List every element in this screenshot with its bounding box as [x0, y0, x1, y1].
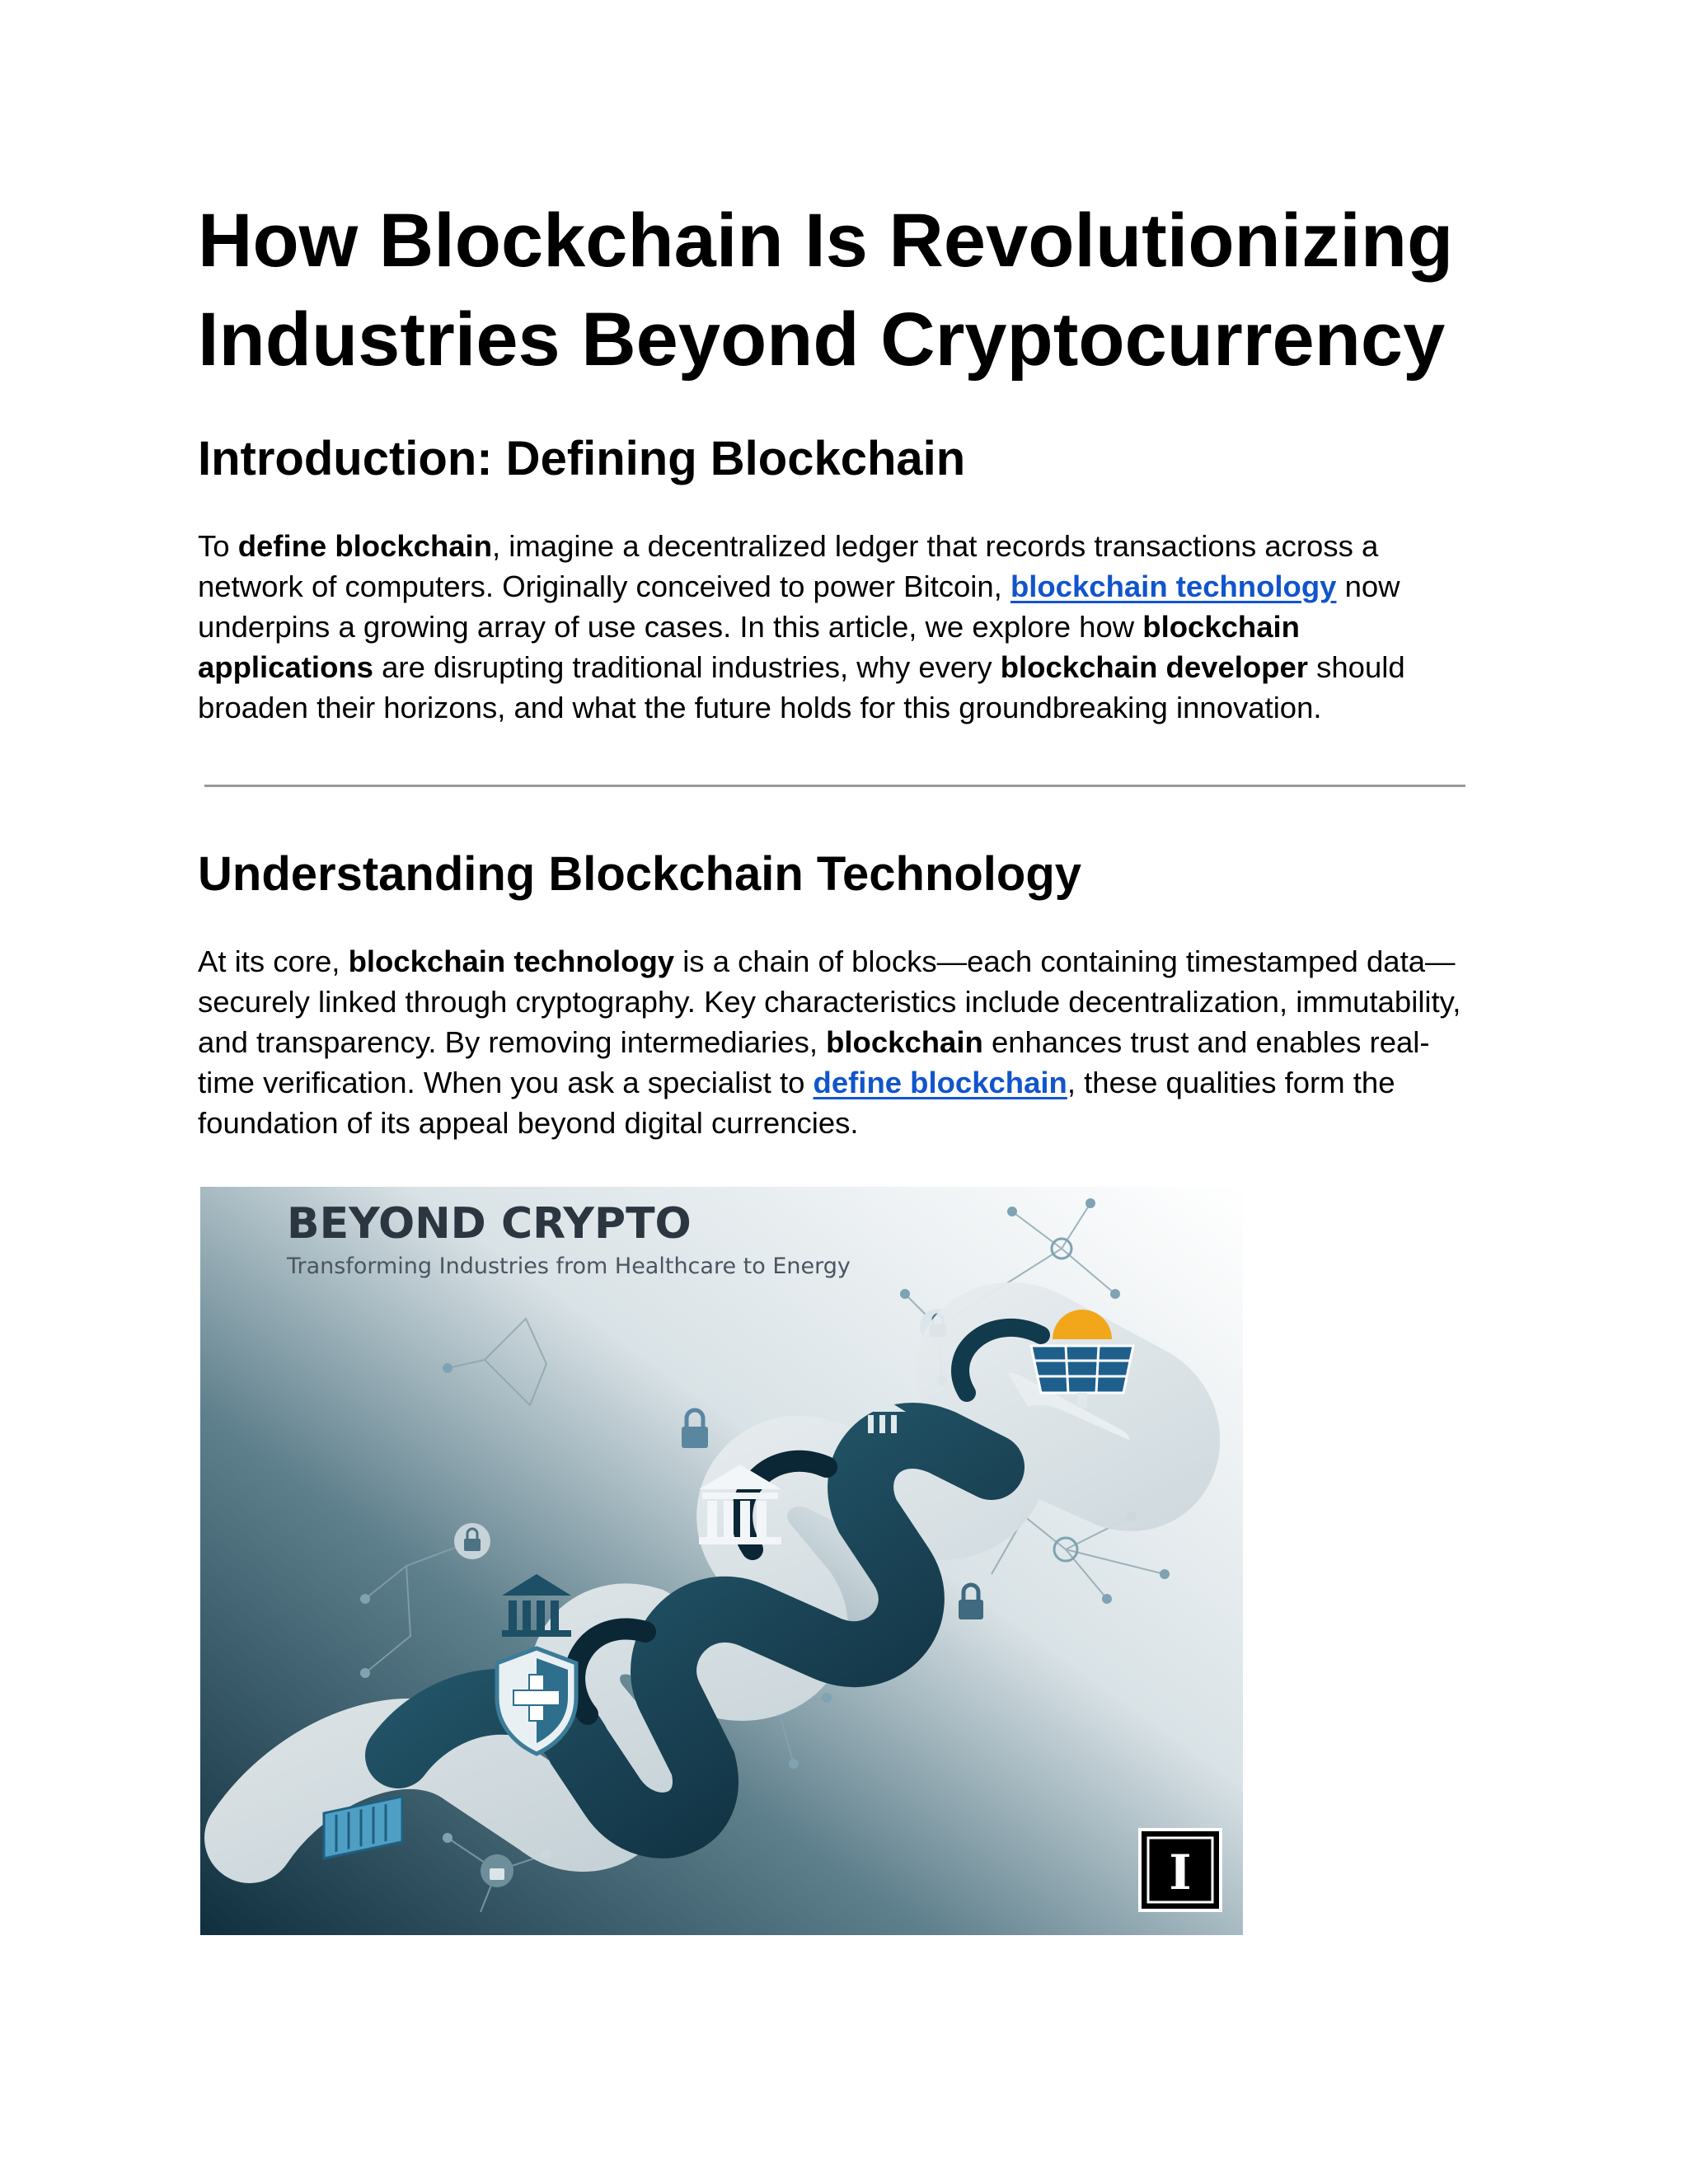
bold-term: blockchain developer: [1000, 650, 1308, 684]
text-run: , imagine a decentralized ledger that records transactions across a network of computers. Originally conceived to power Bitcoin,: [198, 529, 1379, 603]
page-title: How Blockchain Is Revolutionizing Industries Beyond Cryptocurrency: [198, 199, 1454, 382]
bold-term: blockchain: [826, 1025, 983, 1059]
bold-term: blockchain technology: [348, 944, 675, 978]
text-run: enhances trust and enables real-time verification. When you ask a specialist to: [198, 1025, 1430, 1099]
text-run: To: [198, 529, 238, 563]
text-run: are disrupting traditional industries, why every: [373, 650, 1001, 684]
link-blockchain-technology[interactable]: blockchain technology: [1010, 569, 1337, 603]
illustration-canvas: [200, 1187, 1243, 1935]
text-run: now underpins a growing array of use cases. In this article, we explore how: [198, 569, 1400, 644]
section-heading-understanding: Understanding Blockchain Technology: [198, 847, 1082, 901]
figure-subtitle: Transforming Industries from Healthcare to Energy: [287, 1254, 851, 1279]
section-heading-introduction: Introduction: Defining Blockchain: [198, 432, 966, 485]
bold-term: blockchain applications: [198, 610, 1300, 684]
link-define-blockchain[interactable]: define blockchain: [813, 1066, 1067, 1099]
text-run: At its core,: [198, 944, 349, 978]
brand-logo-letter: I: [1169, 1844, 1192, 1900]
text-run: , these qualities form the foundation of its appeal beyond digital currencies.: [198, 1066, 1395, 1140]
brand-logo: [1140, 1830, 1221, 1910]
text-run: is a chain of blocks—each containing timestamped data—securely linked through cryptography. Key characteristics include decentralization, immutability, and transparency. By removing intermediaries,: [198, 944, 1461, 1059]
figure-title: BEYOND CRYPTO: [287, 1199, 692, 1249]
text-run: should broaden their horizons, and what the future holds for this groundbreaking innovation.: [198, 650, 1405, 724]
paragraph-understanding: [198, 941, 1484, 1143]
beyond-crypto-illustration: [200, 1187, 1243, 1935]
paragraph-introduction: [198, 526, 1484, 728]
horizontal-divider: [204, 785, 1465, 787]
bold-term: define blockchain: [237, 529, 492, 563]
